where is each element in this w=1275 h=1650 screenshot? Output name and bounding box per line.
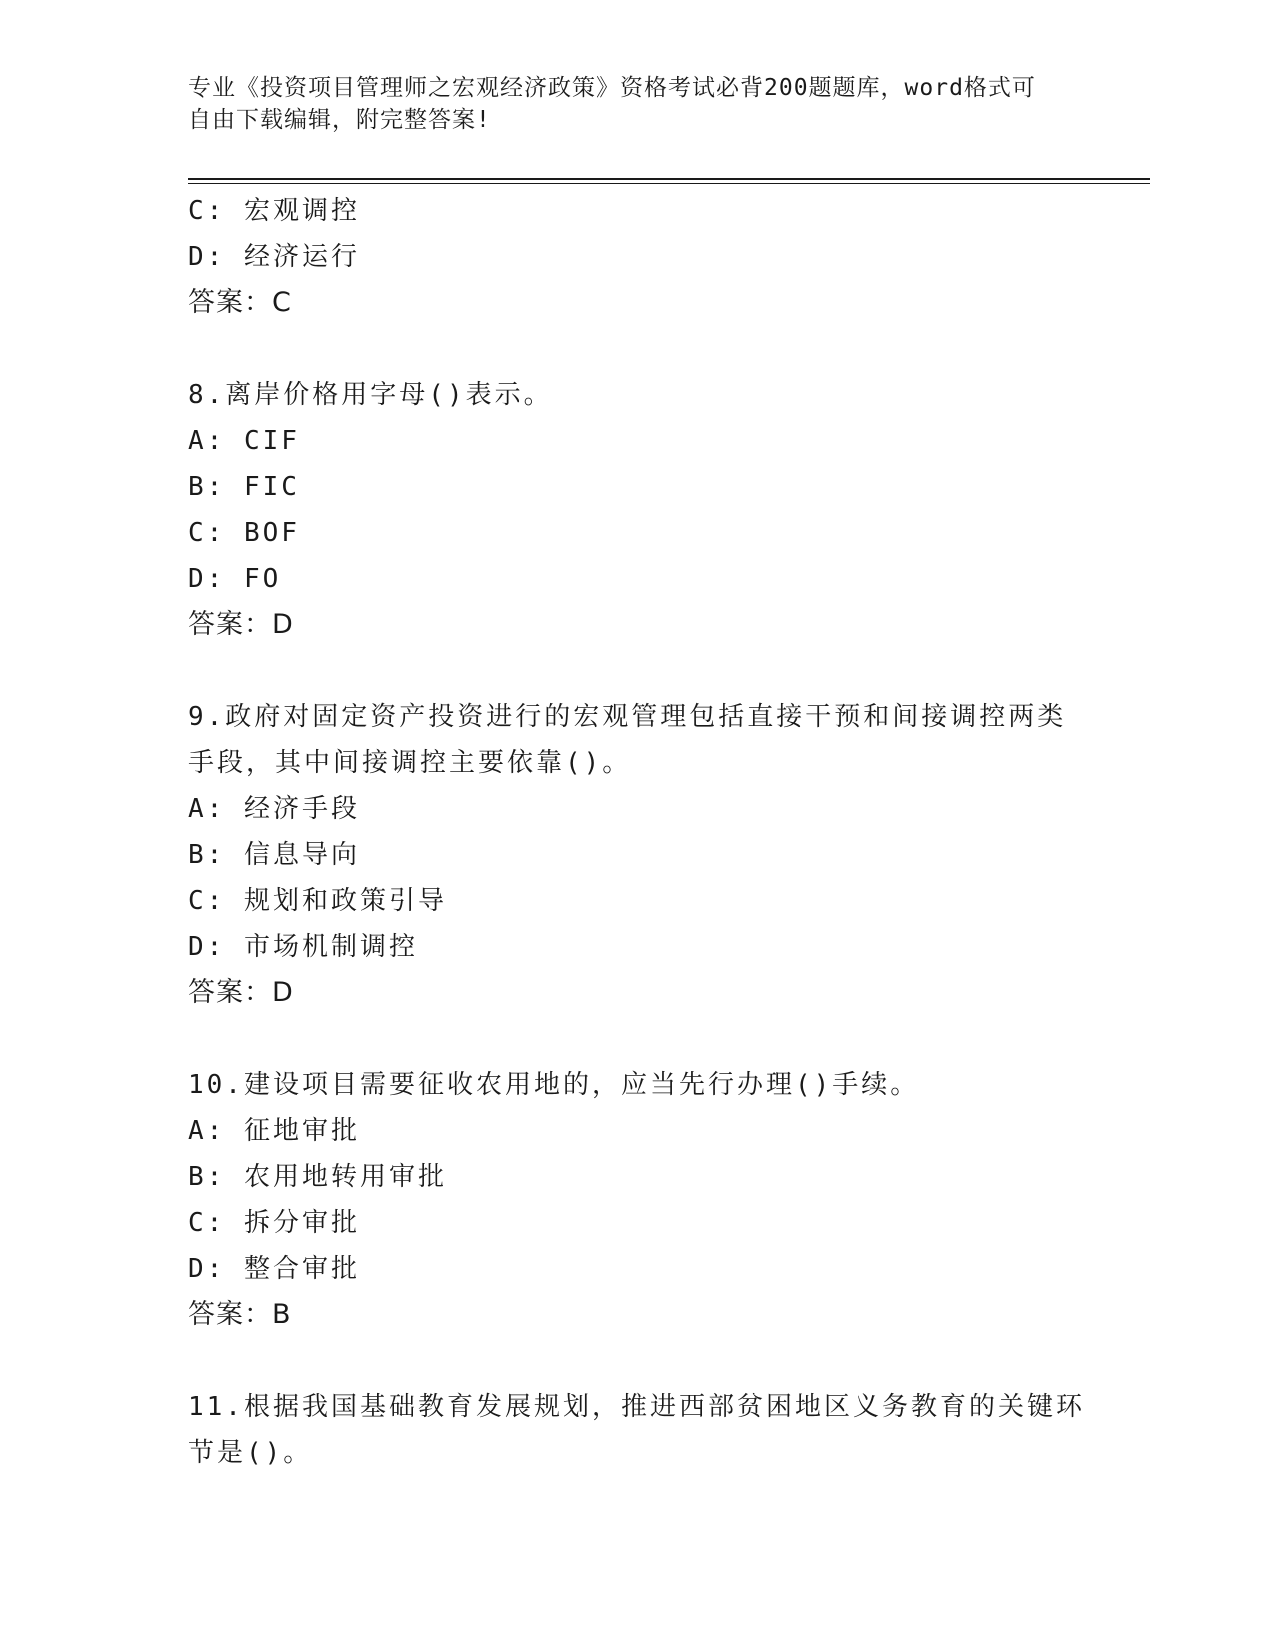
q11-stem-line-1: 11.根据我国基础教育发展规划，推进西部贫困地区义务教育的关键环 <box>188 1392 1085 1422</box>
document-header <box>188 72 1088 136</box>
q10-option-c: C: 拆分审批 <box>188 1208 360 1238</box>
q9-option-b: B: 信息导向 <box>188 840 360 870</box>
header-line-2: 自由下载编辑，附完整答案! <box>188 107 491 133</box>
q7-option-c: C: 宏观调控 <box>188 196 360 226</box>
q9-option-c: C: 规划和政策引导 <box>188 886 447 916</box>
q10-answer: 答案：B <box>188 1299 292 1330</box>
q10-option-b: B: 农用地转用审批 <box>188 1162 447 1192</box>
q10-option-d: D: 整合审批 <box>188 1254 360 1284</box>
q8-option-a: A: CIF <box>188 426 300 456</box>
question-list <box>188 188 1088 1476</box>
spacer <box>188 1338 1088 1384</box>
header-divider-thin <box>188 183 1150 184</box>
q9-option-d: D: 市场机制调控 <box>188 932 418 962</box>
q8-option-b: B: FIC <box>188 472 300 502</box>
q11-stem-line-2: 节是()。 <box>188 1438 313 1468</box>
q9-option-a: A: 经济手段 <box>188 794 360 824</box>
q9-stem-line-1: 9.政府对固定资产投资进行的宏观管理包括直接干预和间接调控两类 <box>188 702 1067 732</box>
q10-option-a: A: 征地审批 <box>188 1116 360 1146</box>
q9-stem-line-2: 手段，其中间接调控主要依靠()。 <box>188 748 632 778</box>
spacer <box>188 326 1088 372</box>
q10-stem: 10.建设项目需要征收农用地的，应当先行办理()手续。 <box>188 1070 920 1100</box>
q8-option-d: D: FO <box>188 564 282 594</box>
spacer <box>188 648 1088 694</box>
q7-option-d: D: 经济运行 <box>188 242 360 272</box>
spacer <box>188 1016 1088 1062</box>
q8-answer: 答案：D <box>188 609 294 640</box>
header-divider-thick <box>188 178 1150 180</box>
header-line-1: 专业《投资项目管理师之宏观经济政策》资格考试必背200题题库，word格式可 <box>188 75 1036 101</box>
q7-answer: 答案：C <box>188 287 292 318</box>
q8-stem: 8.离岸价格用字母()表示。 <box>188 380 553 410</box>
q9-answer: 答案：D <box>188 977 294 1008</box>
q8-option-c: C: BOF <box>188 518 300 548</box>
